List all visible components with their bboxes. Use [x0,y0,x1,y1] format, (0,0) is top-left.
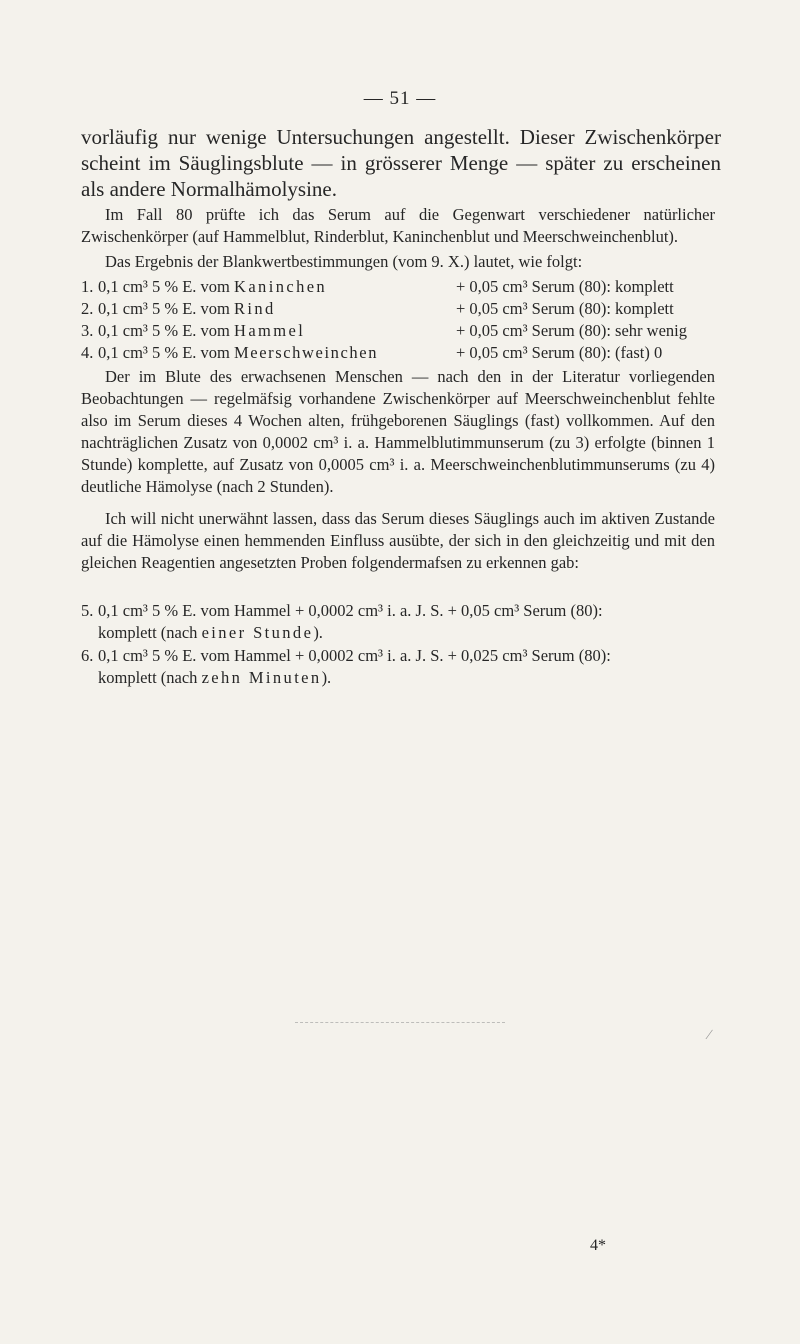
result-row [81,276,721,298]
result-row [81,298,721,320]
signature-mark: 4* [590,1237,606,1254]
item-number: 6. [81,646,94,665]
result-serum: + 0,05 cm³ Serum (80): sehr wenig [456,321,687,340]
paragraph-literature: Der im Blute des erwachsenen Menschen — nach den in der Literatur vorliegenden Beobachtungen — regelmäfsig vorhandene Zwischenkörper auf Meerschweinchenblut fehlte also im Serum dieses 4 Wochen alten, frühgeborenen Säuglings (fast) vollkommen. Auf den nachträglichen Zusatz von 0,0002 cm³ i. a. Hammelblutimmunserum (zu 3) erfolgte (binnen 1 Stunde) komplette, auf Zusatz von 0,0005 cm³ i. a. Meerschweinchenblutimmunserums (zu 4) deutliche Hämolyse (nach 2 Stunden). [81,367,715,496]
result-animal: Rind [234,299,276,318]
result-prefix: 0,1 cm³ 5 % E. vom [98,321,235,340]
result-number: 2. [81,299,94,318]
item-result: komplett (nach [98,668,202,687]
item-result: komplett (nach [98,623,202,642]
item-duration: einer Stunde [201,623,314,642]
result-row [81,342,721,364]
result-number: 4. [81,343,94,362]
page-number: — 51 — [363,88,437,109]
item-number: 5. [81,601,94,620]
item-result-end: ). [321,668,332,687]
result-prefix: 0,1 cm³ 5 % E. vom [98,343,235,362]
item-main: 0,1 cm³ 5 % E. vom Hammel + 0,0002 cm³ i. a. J. S. + 0,025 cm³ Serum (80): [98,646,611,665]
result-animal: Hammel [234,321,306,340]
result-animal: Kaninchen [234,277,328,296]
result-serum: + 0,05 cm³ Serum (80): komplett [456,277,674,296]
item-duration: zehn Minuten [201,668,322,687]
paragraph-inhibition: Ich will nicht unerwähnt lassen, dass das Serum dieses Säuglings auch im aktiven Zustande auf die Hämolyse einen hemmenden Einfluss ausübte, der sich in den gleichzeitig und mit den gleichen Reagentien angesetzten Proben folgendermafsen zu erkennen gab: [81,509,715,572]
result-serum: + 0,05 cm³ Serum (80): komplett [456,299,674,318]
result-serum: + 0,05 cm³ Serum (80): (fast) 0 [456,343,663,362]
result-number: 1. [81,277,94,296]
stray-mark-icon: ∕ [708,1028,711,1043]
item-result-end: ). [313,623,323,642]
faint-dashed-rule [295,1022,505,1023]
paragraph-serum-test: Im Fall 80 prüfte ich das Serum auf die Gegenwart verschiedener natürlicher Zwischenkörper (auf Hammelblut, Rinderblut, Kaninchenblut und Meerschweinchenblut). [81,205,715,246]
result-number: 3. [81,321,94,340]
result-row [81,320,721,342]
item-main: 0,1 cm³ 5 % E. vom Hammel + 0,0002 cm³ i. a. J. S. + 0,05 cm³ Serum (80): [98,601,603,620]
result-prefix: 0,1 cm³ 5 % E. vom [98,299,235,318]
result-animal: Meerschweinchen [234,343,379,362]
result-prefix: 0,1 cm³ 5 % E. vom [98,277,235,296]
intro-paragraph: vorläufig nur wenige Untersuchungen angestellt. Dieser Zwischenkörper scheint im Säuglingsblute — in grösserer Menge — später zu erscheinen als andere Normalhämolysine. [81,125,721,201]
paragraph-results-intro: Das Ergebnis der Blankwertbestimmungen (vom 9. X.) lautet, wie folgt: [105,252,583,271]
